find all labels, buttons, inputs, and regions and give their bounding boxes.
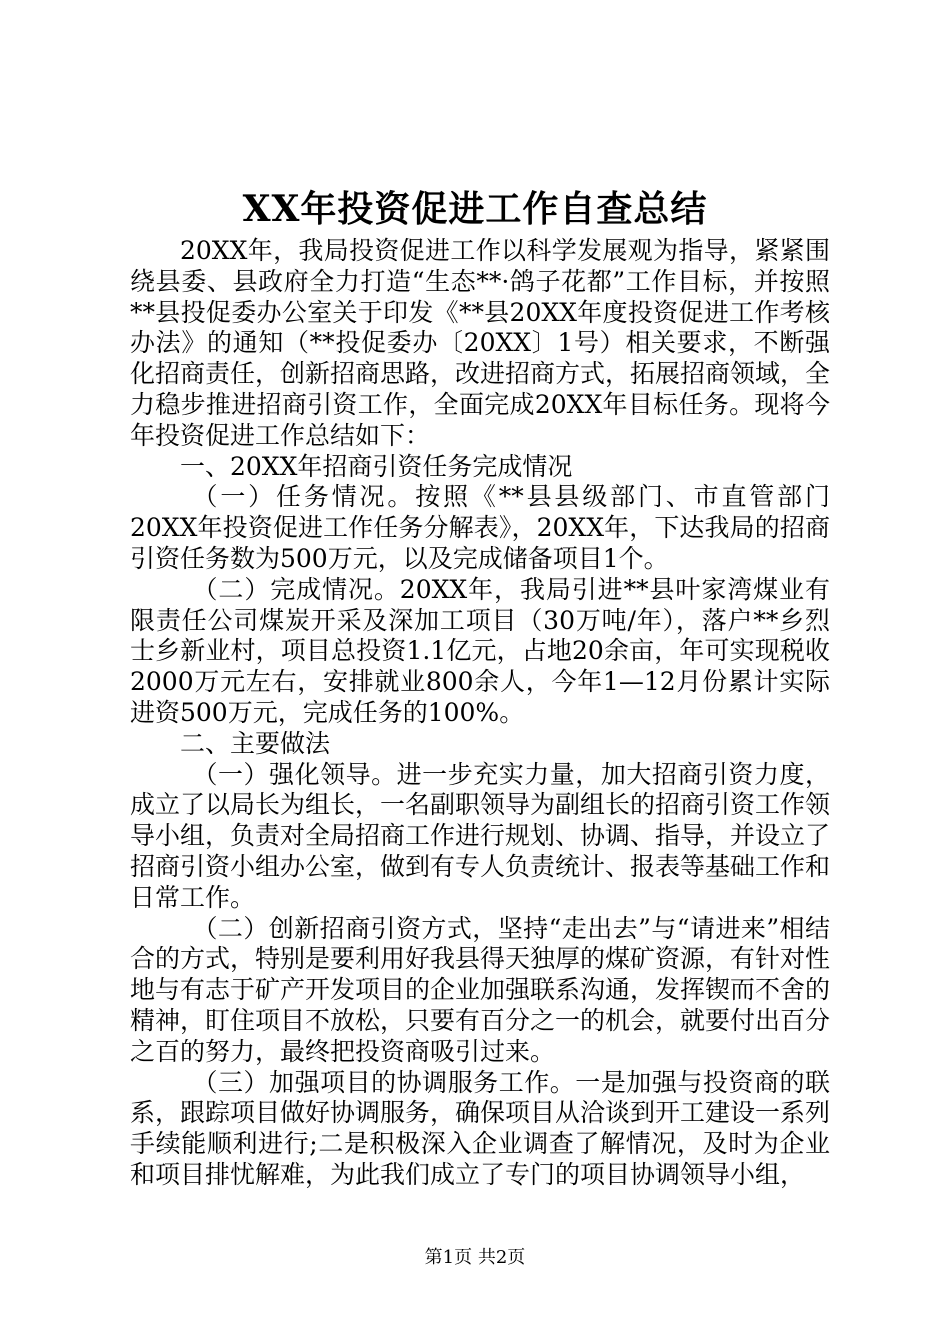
subsection-1-1: （一）任务情况。按照《**县县级部门、市直管部门20XX年投资促进工作任务分解表》，20XX年，下达我局的招商引资任务数为500万元，以及完成储备项目1个。 — [130, 482, 830, 573]
section-heading-2: 二、主要做法 — [180, 728, 331, 758]
section-heading-1: 一、20XX年招商引资任务完成情况 — [180, 451, 573, 481]
intro-paragraph: 20XX年，我局投资促进工作以科学发展观为指导，紧紧围绕县委、县政府全力打造“生态**·鸽子花都”工作目标，并按照**县投促委办公室关于印发《**县20XX年度投资促进工作考核办法》的通知（**投促委办〔20XX〕1号）相关要求，不断强化招商责任，创新招商思路，改进招商方式，拓展招商领域，全力稳步推进招商引资工作，全面完成20XX年目标任务。现将今年投资促进工作总结如下： — [130, 236, 831, 450]
subsection-1-2: （二）完成情况。20XX年，我局引进**县叶家湾煤业有限责任公司煤炭开采及深加工项目（30万吨/年），落户**乡烈士乡新业村，项目总投资1.1亿元，占地20余亩，年可实现税收2000万元左右，安排就业800余人，今年1—12月份累计实际进资500万元，完成任务的100%。 — [130, 574, 830, 727]
subsection-2-3: （三）加强项目的协调服务工作。一是加强与投资商的联系，跟踪项目做好协调服务，确保项目从洽谈到开工建设一系列手续能顺利进行;二是积极深入企业调查了解情况，及时为企业和项目排忧解难，为此我们成立了专门的项目协调领导小组， — [130, 1067, 831, 1189]
document-body — [130, 236, 830, 1191]
subsection-2-2: （二）创新招商引资方式，坚持“走出去”与“请进来”相结合的方式，特别是要利用好我县得天独厚的煤矿资源，有针对性地与有志于矿产开发项目的企业加强联系沟通，发挥锲而不舍的精神，盯住项目不放松，只要有百分之一的机会，就要付出百分之百的努力，最终把投资商吸引过来。 — [130, 913, 831, 1066]
document-title: XX年投资促进工作自查总结 — [242, 188, 708, 230]
subsection-2-1: （一）强化领导。进一步充实力量，加大招商引资力度，成立了以局长为组长，一名副职领导为副组长的招商引资工作领导小组，负责对全局招商工作进行规划、协调、指导，并设立了招商引资小组办公室，做到有专人负责统计、报表等基础工作和日常工作。 — [130, 759, 831, 912]
page-number-footer: 第1页 共2页 — [424, 1247, 526, 1268]
